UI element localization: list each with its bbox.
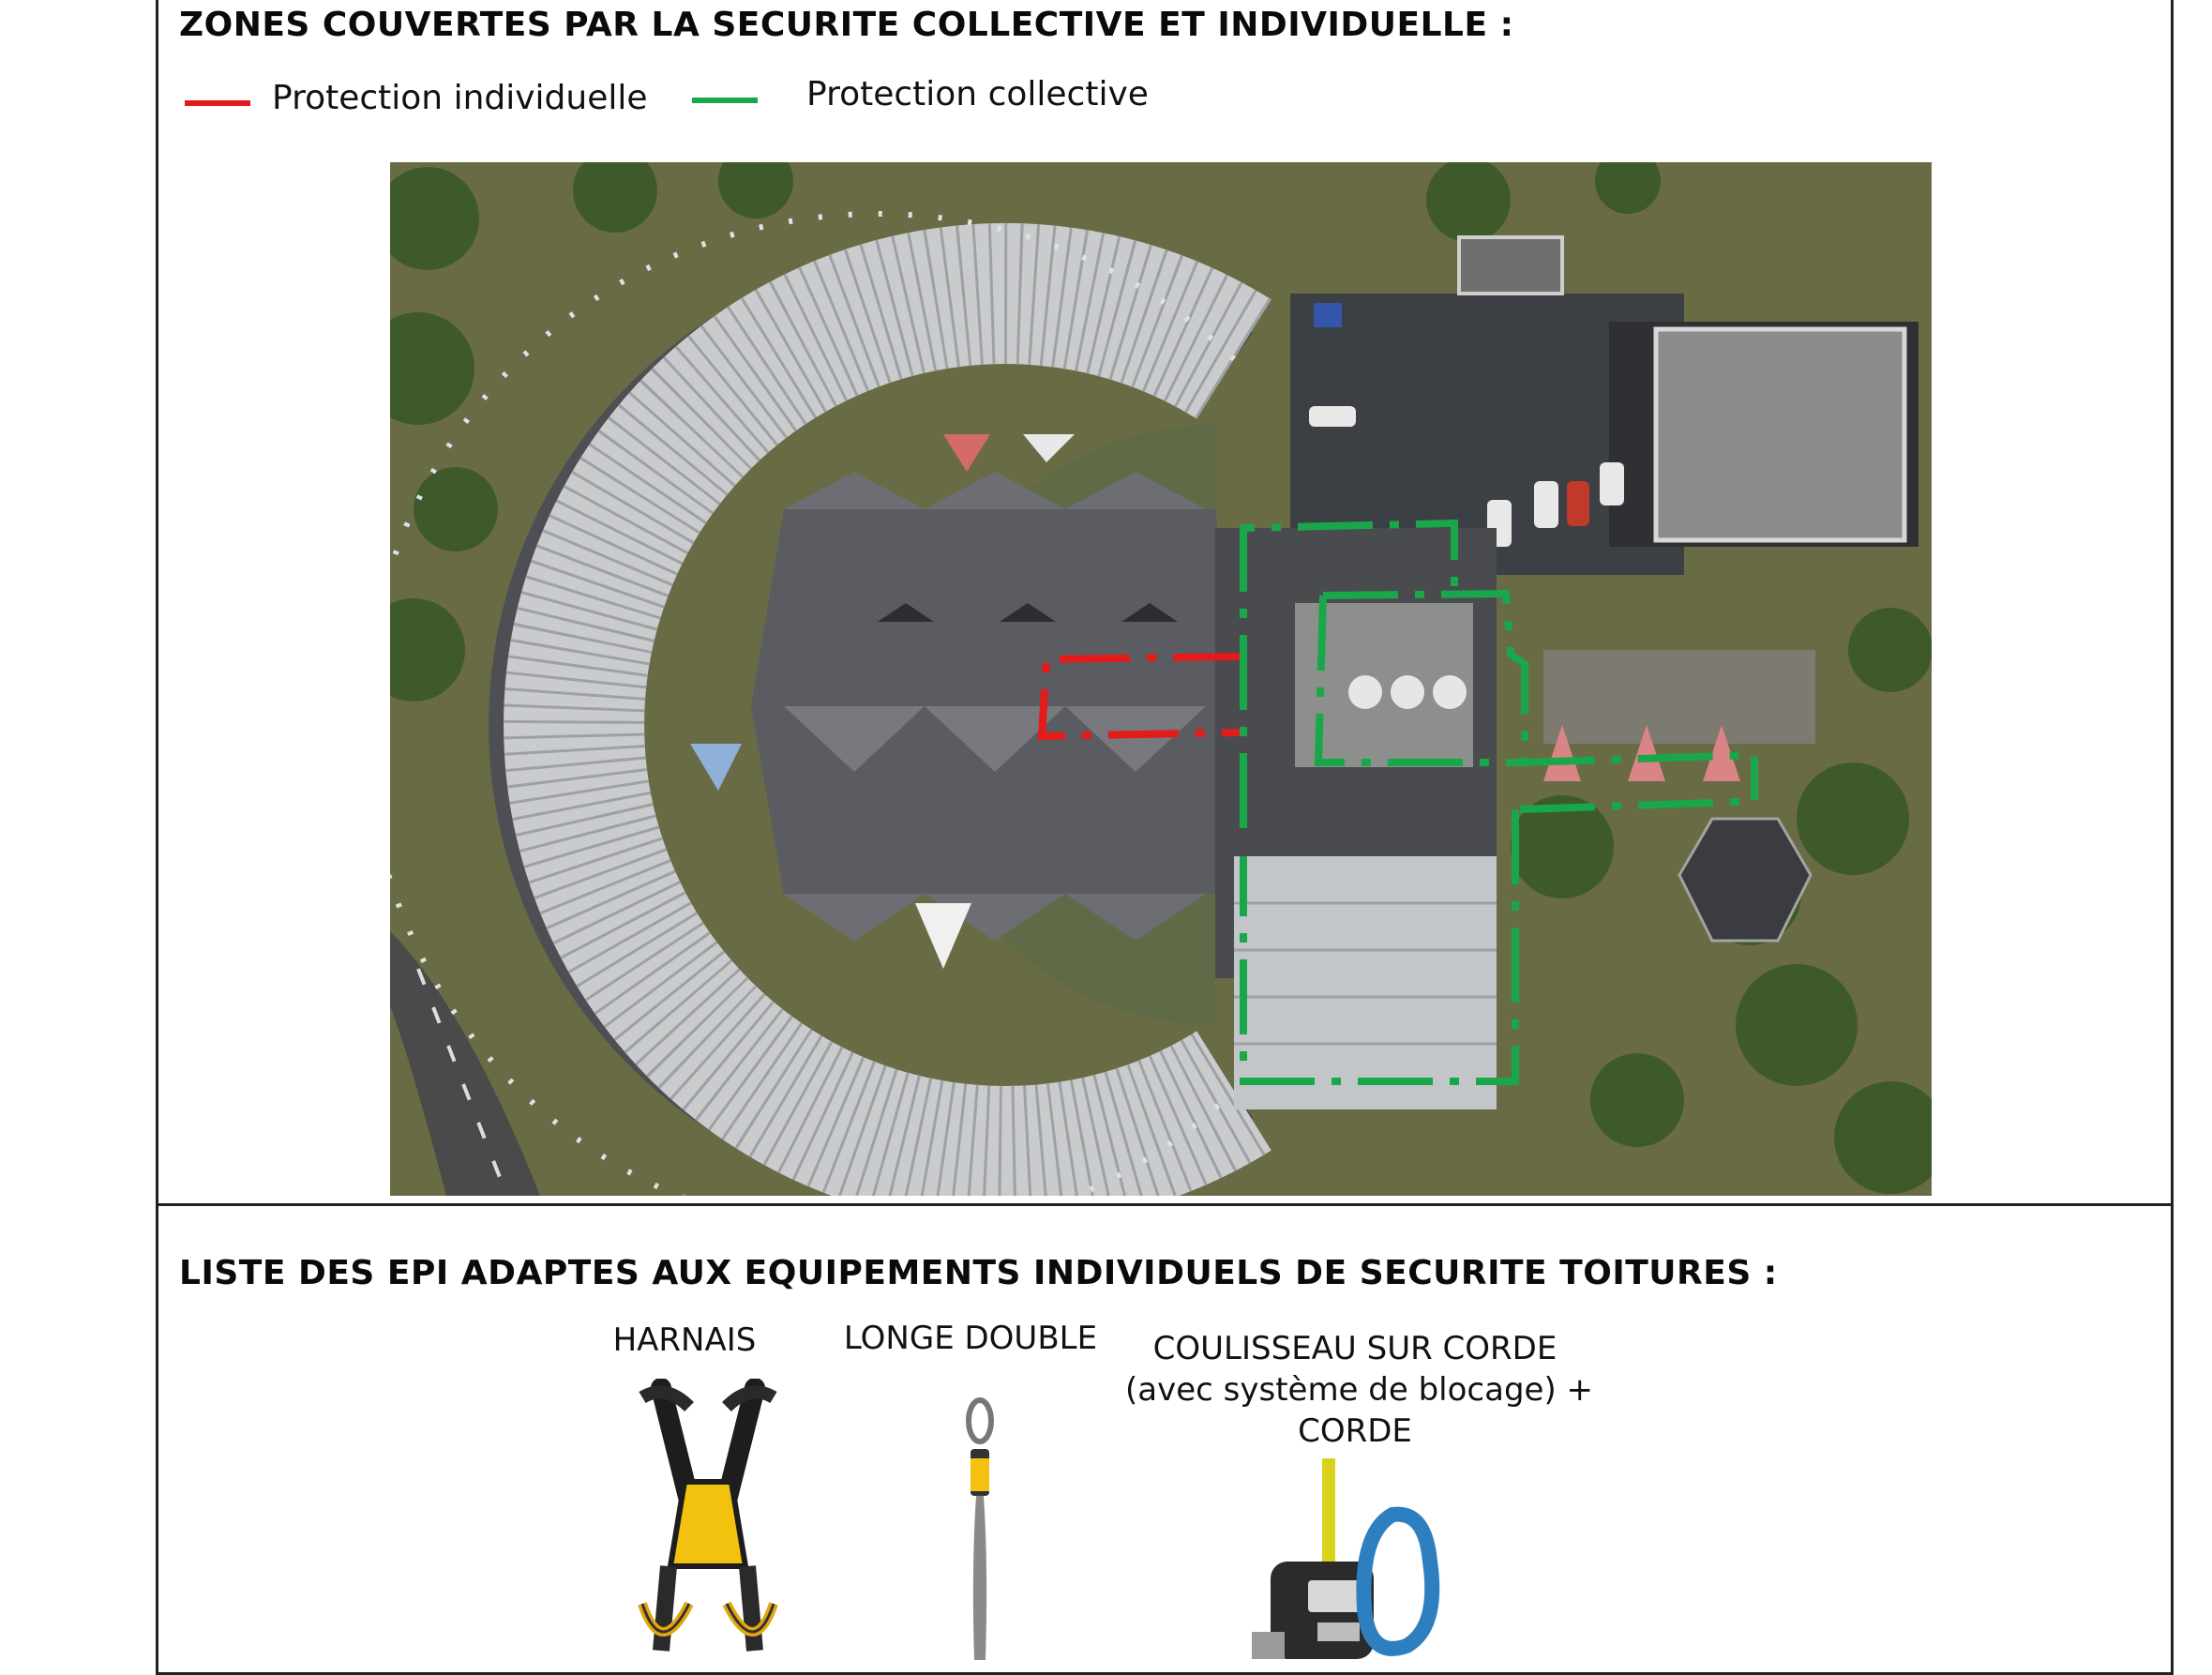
legend-collective-label: Protection collective: [806, 75, 1149, 113]
legend-individual-swatch: [185, 100, 250, 106]
rope-grab-label-line-3: CORDE: [1298, 1412, 1412, 1450]
rope-grab-icon: [1214, 1458, 1458, 1659]
double-lanyard-label: LONGE DOUBLE: [843, 1320, 1098, 1357]
central-roof: [751, 509, 1234, 894]
section-divider: [156, 1203, 2174, 1206]
harness-icon: [624, 1379, 792, 1660]
harness-label: HARNAIS: [612, 1321, 757, 1359]
zones-section-title: ZONES COUVERTES PAR LA SECURITE COLLECTIVE ET INDIVIDUELLE :: [179, 6, 1514, 44]
aerial-site-map: [390, 162, 1932, 1196]
legend-collective-swatch: [692, 98, 758, 103]
lanyard-icon: [952, 1397, 1008, 1660]
epi-section-title: LISTE DES EPI ADAPTES AUX EQUIPEMENTS INDIVIDUELS DE SECURITE TOITURES :: [179, 1254, 1778, 1292]
rope-grab-label-line-1: COULISSEAU SUR CORDE: [1152, 1330, 1557, 1367]
rope-grab-label: [1125, 1328, 1594, 1452]
rope-grab-label-line-2: (avec système de blocage) +: [1125, 1371, 1594, 1409]
legend-individual-label: Protection individuelle: [272, 79, 648, 117]
